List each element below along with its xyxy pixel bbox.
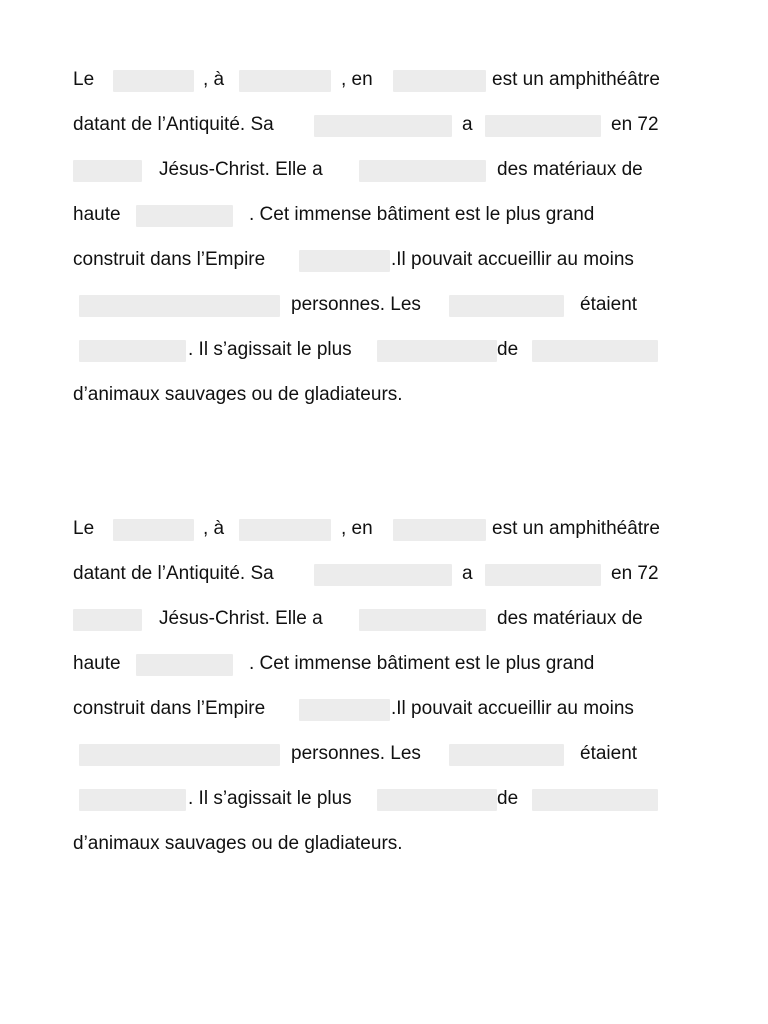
fill-in-blank-blank-05[interactable] xyxy=(485,564,601,586)
text-fragment: haute xyxy=(73,653,121,674)
text-fragment: . Cet immense bâtiment est le plus grand xyxy=(249,204,595,225)
fill-in-blank-blank-13[interactable] xyxy=(377,340,497,362)
text-fragment: des matériaux de xyxy=(497,159,643,180)
fill-in-blank-blank-06[interactable] xyxy=(73,160,142,182)
fill-in-blank-blank-14[interactable] xyxy=(532,340,658,362)
text-fragment: d’animaux sauvages ou de gladiateurs. xyxy=(73,833,403,854)
fill-in-blank-blank-10[interactable] xyxy=(79,744,280,766)
text-fragment: Le xyxy=(73,518,95,539)
fill-in-blank-blank-12[interactable] xyxy=(79,340,186,362)
text-fragment: .Il pouvait accueillir au moins xyxy=(391,698,634,719)
text-fragment: est un amphithéâtre xyxy=(492,69,660,90)
text-fragment: est un amphithéâtre xyxy=(492,518,660,539)
fill-in-blank-blank-09[interactable] xyxy=(299,250,390,272)
fill-in-blank-blank-05[interactable] xyxy=(485,115,601,137)
text-fragment: , à xyxy=(203,518,225,539)
fill-in-blank-blank-01[interactable] xyxy=(113,519,194,541)
fill-in-blank-blank-11[interactable] xyxy=(449,744,564,766)
text-fragment: construit dans l’Empire xyxy=(73,698,266,719)
text-fragment: a xyxy=(462,563,473,584)
fill-in-blank-blank-08[interactable] xyxy=(136,205,233,227)
fill-in-blank-blank-06[interactable] xyxy=(73,609,142,631)
text-fragment: de xyxy=(497,339,519,360)
fill-in-blank-blank-07[interactable] xyxy=(359,609,486,631)
text-fragment: , en xyxy=(341,518,373,539)
fill-in-blank-blank-03[interactable] xyxy=(393,519,486,541)
fill-in-blank-blank-10[interactable] xyxy=(79,295,280,317)
text-fragment: construit dans l’Empire xyxy=(73,249,266,270)
text-fragment: datant de l’Antiquité. Sa xyxy=(73,563,274,584)
text-fragment: a xyxy=(462,114,473,135)
fill-in-blank-blank-11[interactable] xyxy=(449,295,564,317)
text-fragment: haute xyxy=(73,204,121,225)
text-fragment: .Il pouvait accueillir au moins xyxy=(391,249,634,270)
text-fragment: , en xyxy=(341,69,373,90)
text-fragment: personnes. Les xyxy=(291,294,421,315)
fill-in-blank-blank-08[interactable] xyxy=(136,654,233,676)
text-fragment: étaient xyxy=(580,743,638,764)
text-fragment: d’animaux sauvages ou de gladiateurs. xyxy=(73,384,403,405)
text-fragment: . Il s’agissait le plus xyxy=(188,788,352,809)
fill-in-blank-blank-04[interactable] xyxy=(314,564,452,586)
text-fragment: étaient xyxy=(580,294,638,315)
text-fragment: des matériaux de xyxy=(497,608,643,629)
text-fragment: . Cet immense bâtiment est le plus grand xyxy=(249,653,595,674)
fill-in-blank-blank-04[interactable] xyxy=(314,115,452,137)
text-fragment: , à xyxy=(203,69,225,90)
fill-in-blank-blank-01[interactable] xyxy=(113,70,194,92)
text-fragment: en 72 xyxy=(611,114,659,135)
fill-in-blank-blank-13[interactable] xyxy=(377,789,497,811)
fill-in-blank-blank-02[interactable] xyxy=(239,519,331,541)
text-fragment: Jésus-Christ. Elle a xyxy=(159,159,323,180)
fill-in-blank-blank-14[interactable] xyxy=(532,789,658,811)
text-fragment: . Il s’agissait le plus xyxy=(188,339,352,360)
text-fragment: datant de l’Antiquité. Sa xyxy=(73,114,274,135)
text-fragment: en 72 xyxy=(611,563,659,584)
text-fragment: personnes. Les xyxy=(291,743,421,764)
text-fragment: Le xyxy=(73,69,95,90)
fill-in-blank-blank-02[interactable] xyxy=(239,70,331,92)
text-fragment: Jésus-Christ. Elle a xyxy=(159,608,323,629)
fill-in-blank-blank-07[interactable] xyxy=(359,160,486,182)
fill-in-blank-blank-09[interactable] xyxy=(299,699,390,721)
text-fragment: de xyxy=(497,788,519,809)
fill-in-blank-blank-12[interactable] xyxy=(79,789,186,811)
fill-in-blank-blank-03[interactable] xyxy=(393,70,486,92)
